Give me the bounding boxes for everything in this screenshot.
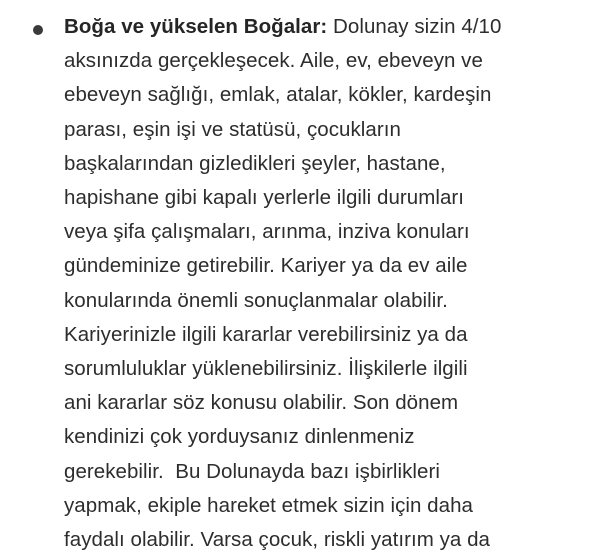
text-line: parası, eşin işi ve statüsü, çocukların <box>64 117 401 141</box>
text-line: Kariyerinizle ilgili kararlar verebilirsiniz ya da <box>64 322 468 346</box>
text-line: kendinizi çok yorduysanız dinlenmeniz <box>64 425 415 449</box>
text-line: aksınızda gerçekleşecek. Aile, ev, ebeveyn ve <box>64 49 483 73</box>
text-line: konularında önemli sonuçlanmalar olabilir. <box>64 288 448 312</box>
text-line: gündeminize getirebilir. Kariyer ya da ev aile <box>64 254 468 278</box>
bullet-heading: Boğa ve yükselen Boğalar: <box>64 15 328 38</box>
text-line: hapishane gibi kapalı yerlerle ilgili durumları <box>64 186 465 210</box>
text-line-1 <box>64 10 544 44</box>
bullet-first-line-rest: Dolunay sizin 4/10 <box>327 15 502 38</box>
text-line: başkalarından gizledikleri şeyler, hastane, <box>64 151 446 175</box>
text-line: gerekebilir. Bu Dolunayda bazı işbirlikleri <box>64 459 440 483</box>
text-line: faydalı olabilir. Varsa çocuk, riskli yatırım ya da <box>64 528 490 552</box>
text-line: ebeveyn sağlığı, emlak, atalar, kökler, kardeşin <box>64 83 492 107</box>
text-line: sorumluluklar yüklenebilirsiniz. İlişkilerle ilgili <box>64 357 468 381</box>
text-line: ani kararlar söz konusu olabilir. Son dönem <box>64 391 459 415</box>
text-line: veya şifa çalışmaları, arınma, inziva konuları <box>64 220 470 244</box>
text-line: yapmak, ekiple hareket etmek sizin için daha <box>64 493 473 517</box>
bullet-dot-icon <box>33 25 43 35</box>
